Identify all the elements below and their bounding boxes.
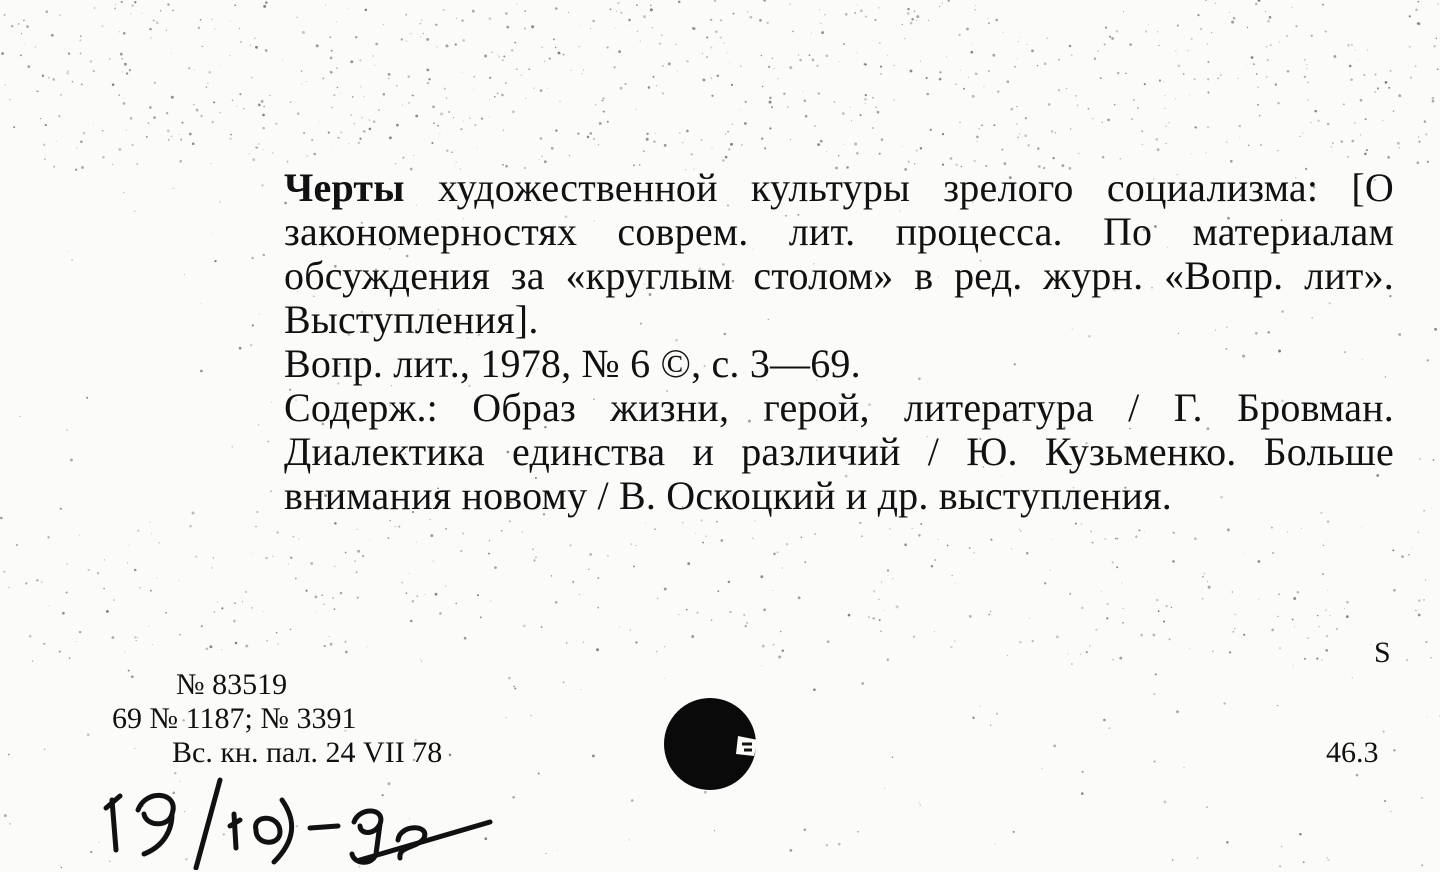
registration-line: Вс. кн. пал. 24 VII 78 (172, 736, 443, 769)
accession-line: 69 № 1187; № 3391 (112, 702, 357, 735)
entry-title (238, 166, 1394, 342)
punch-hole (660, 694, 760, 794)
classification-code: 46.3 (1326, 736, 1379, 769)
card-footer-numbers (112, 668, 442, 770)
entry-title-rest: художественной культуры зрелого социализма: [О закономерностях соврем. лит. процесса. По материалам обсуждения за «круглым столом» в ред. журн. «Вопр. лит». Выступления]. (284, 165, 1394, 342)
entry-contents: Содерж.: Образ жизни, герой, литература / Г. Бровман. Диалектика единства и различий / Ю. Кузьменко. Больше внимания новому / В. Оскоцкий и др. выступления. (284, 385, 1394, 518)
record-number: № 83519 (176, 668, 288, 701)
entry-source: Вопр. лит., 1978, № 6 ©, с. 3—69. (284, 341, 861, 386)
bibliographic-entry (238, 166, 1394, 518)
entry-title-lead: Черты (284, 165, 405, 210)
handwritten-note (60, 770, 520, 870)
section-letter: S (1374, 636, 1391, 669)
